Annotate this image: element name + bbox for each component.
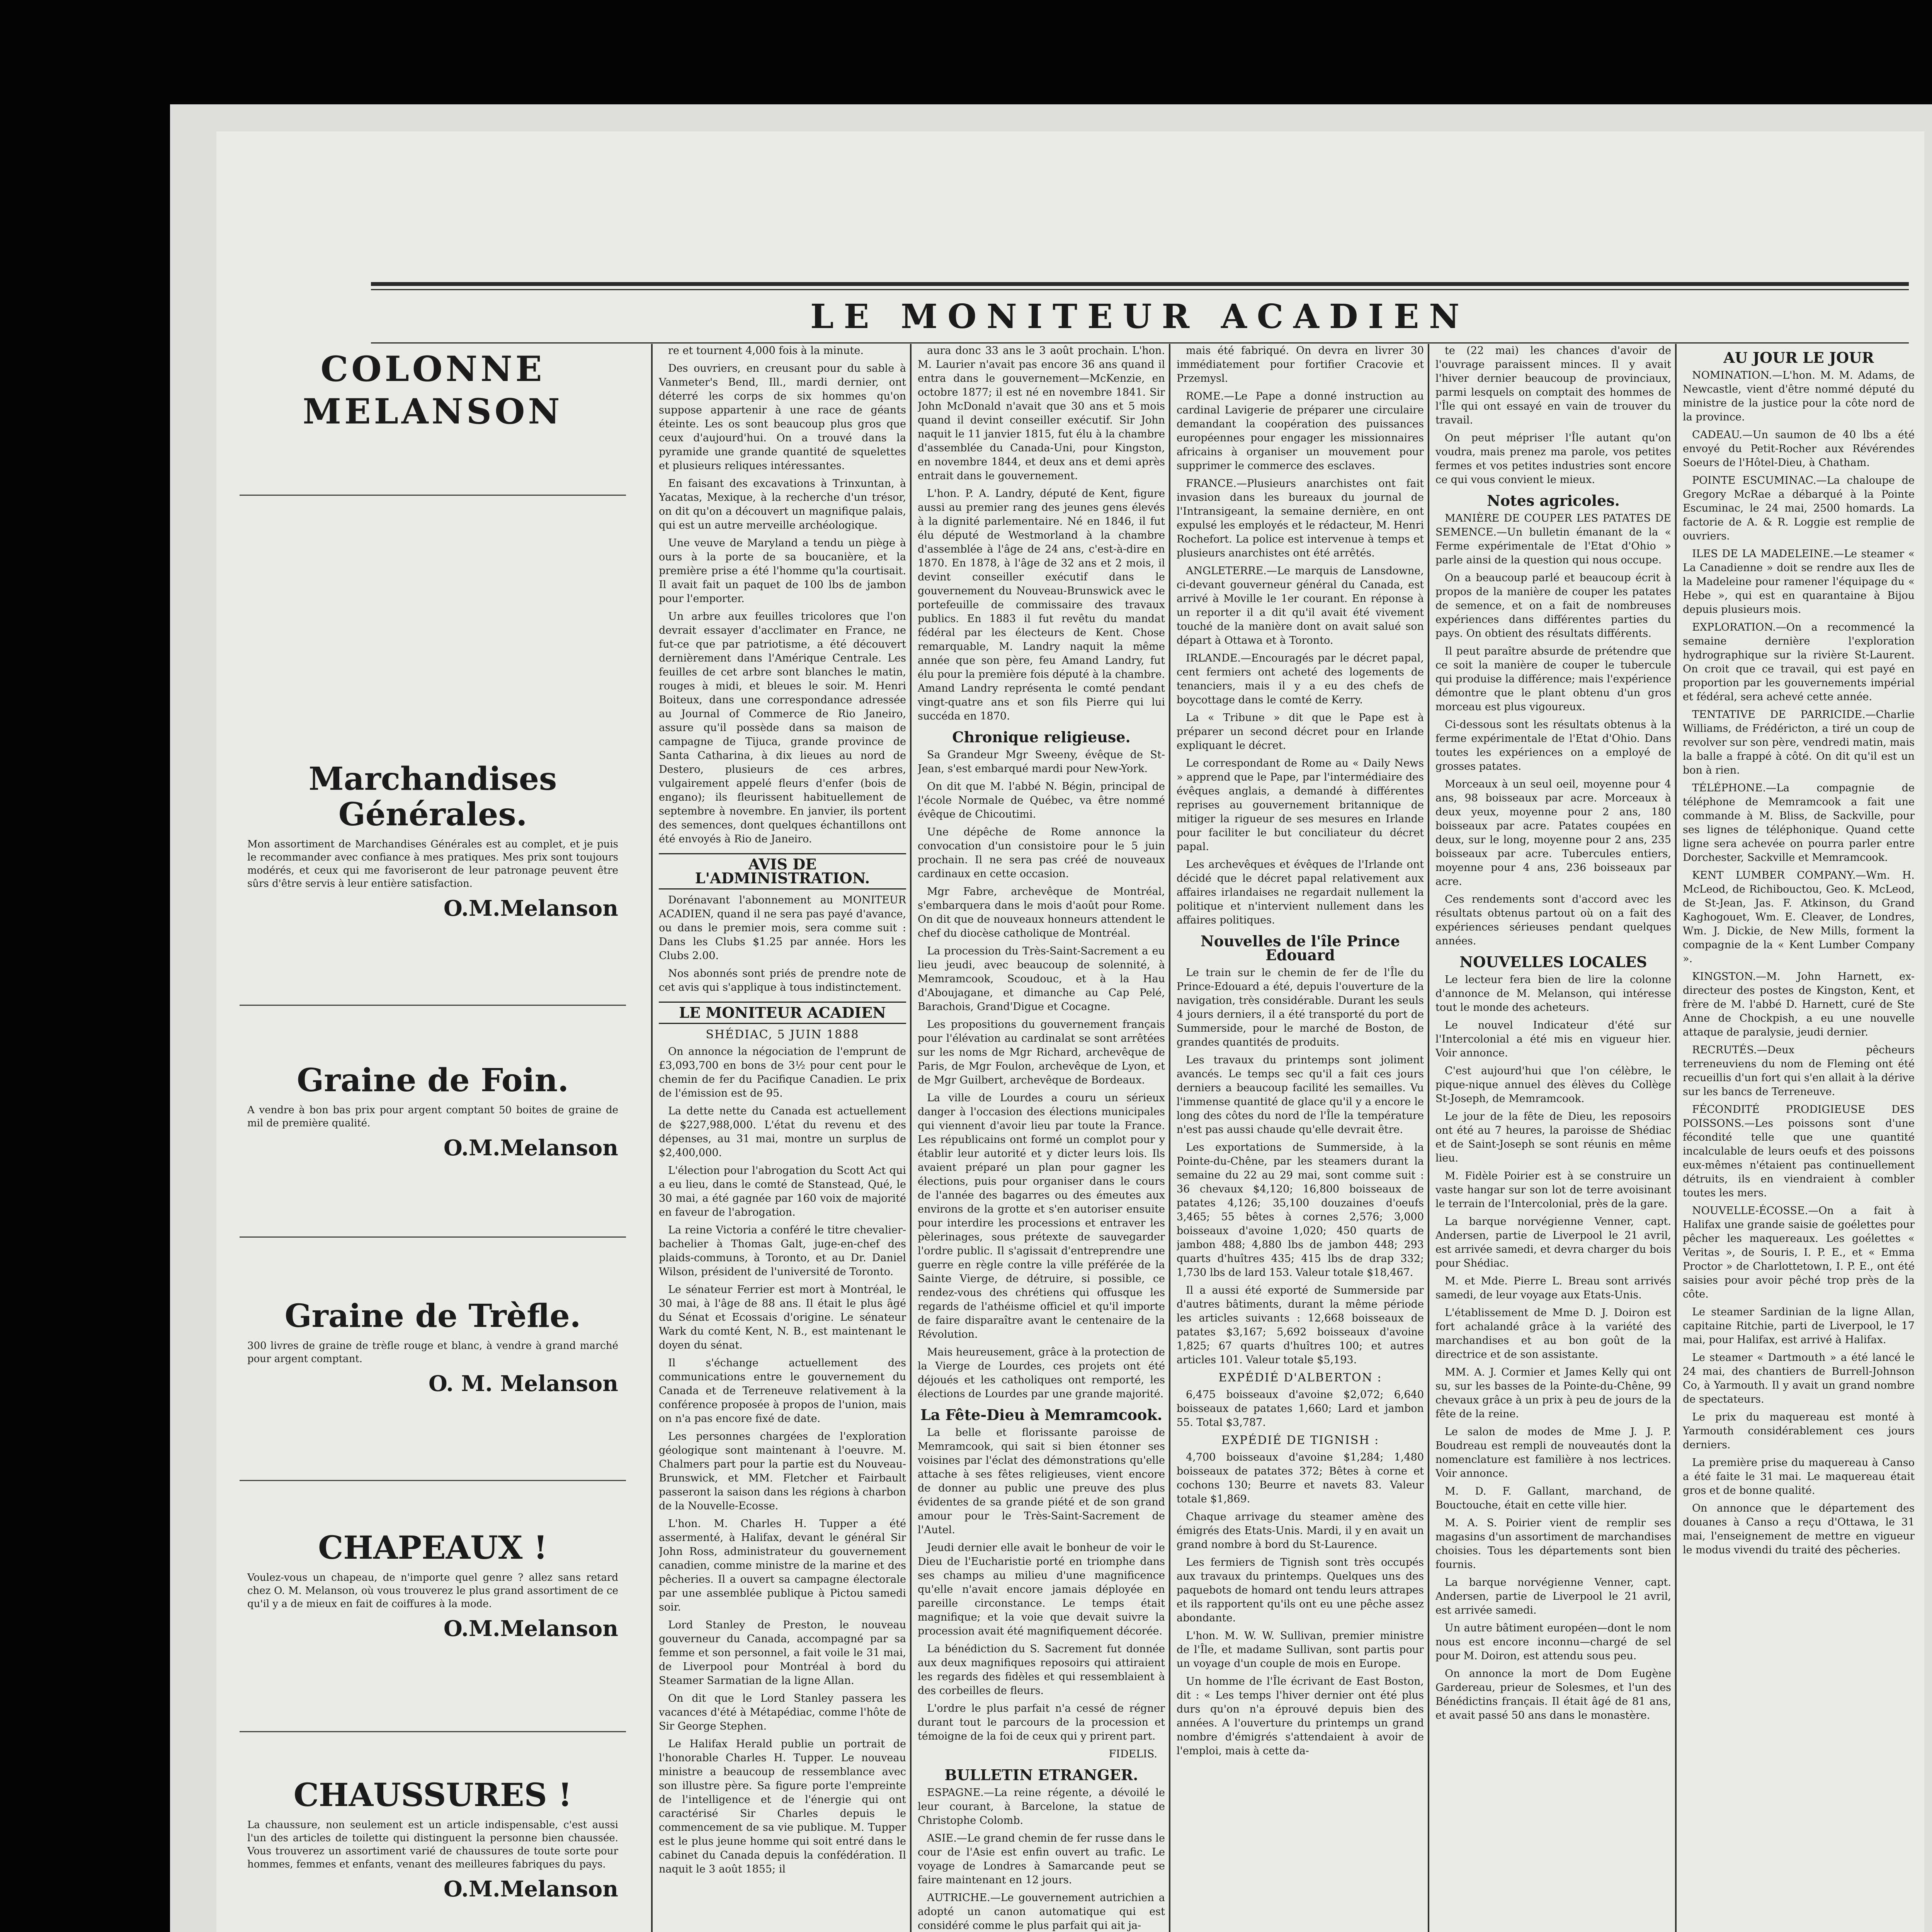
article-subheading: SHÉDIAC, 5 JUIN 1888 — [706, 1028, 859, 1041]
ad-graine-trefle — [232, 1298, 634, 1396]
article-paragraph: M. A. S. Poirier vient de remplir ses magasins d'un assortiment de marchandises choisies. Tous les départements sont bien fournis. — [1435, 1517, 1671, 1571]
article-paragraph: POINTE ESCUMINAC.—La chaloupe de Gregory McRae a débarqué à la Pointe Escuminac, le 24 mai, 2500 homards. La factorie de A. & R. Loggie est remplie de ouvriers. — [1683, 474, 1915, 542]
article-paragraph: La belle et florissante paroisse de Memramcook, qui sait si bien étonner ses voisines par l'éclat des démonstrations qu'elle attache à ses fêtes religieuses, vient encore de donner au public une preuve des plus évidentes de sa grande piété et de son grand amour pour le Très-Saint-Sacrement de l'Autel. — [918, 1427, 1165, 1536]
article-paragraph: Jeudi dernier elle avait le bonheur de voir le Dieu de l'Eucharistie porté en triomphe dans ses champs au milieu d'une magnificence qu'elle n'avait encore jamais déployée en pareille circonstance. Le temps était magnifique; et la voie que devait suivre la procession avait été magnifiquement décorée. — [918, 1542, 1165, 1637]
article-heading: Nouvelles de l'île Prince Edouard — [1201, 932, 1400, 964]
article-paragraph: Le nouvel Indicateur d'été sur l'Intercolonial a été mis en vigueur hier. Voir annonce. — [1435, 1019, 1671, 1059]
article-paragraph: EXPLORATION.—On a recommencé la semaine dernière l'exploration hydrographique sur la rivière St-Laurent. On croit que ce travail, qui est payé en proportion par les gouvernements impérial et fédéral, sera achevé cette année. — [1683, 621, 1915, 703]
article-paragraph: La dette nette du Canada est actuellement de $227,988,000. L'état du revenu et des dépenses, au 31 mai, montre un surplus de $2,400,000. — [659, 1105, 906, 1159]
article-paragraph: La reine Victoria a conféré le titre chevalier-bachelier à Thomas Galt, juge-en-chef des plaids-communs, à Toronto, et au Dr. Daniel Wilson, président de l'université de Toronto. — [659, 1224, 906, 1278]
article-paragraph: TENTATIVE DE PARRICIDE.—Charlie Williams, de Frédéricton, a tiré un coup de revolver sur son père, vendredi matin, mais la balle a frappé à côté. On dit qu'il est un bon à rien. — [1683, 709, 1915, 776]
article-paragraph: Mais heureusement, grâce à la protection de la Vierge de Lourdes, ces projets ont été déjoués et les catholiques ont remporté, les élections de Lourdes par une grande majorité. — [918, 1346, 1165, 1400]
article-paragraph: M. Fidèle Poirier est à se construire un vaste hangar sur son lot de terre avoisinant le terrain de l'Intercolonial, près de la gare. — [1435, 1170, 1671, 1210]
ad-divider — [240, 1731, 626, 1732]
article-paragraph: On a beaucoup parlé et beaucoup écrit à propos de la manière de couper les patates de semence, et on a fait de nombreuses expériences dans différentes parties du pays. On obtient des résultats différents. — [1435, 572, 1671, 639]
masthead-rule-top — [371, 282, 1909, 286]
article-paragraph: IRLANDE.—Encouragés par le décret papal, cent fermiers ont acheté des logements de tenanciers, mais il y a eu des chefs de boycottage dans le comté de Kerry. — [1177, 652, 1424, 706]
article-paragraph: On annonce la négociation de l'emprunt de £3,093,700 en bons de 3½ pour cent pour le chemin de fer du Pacifique Canadien. Le prix de l'émission est de 95. — [659, 1046, 906, 1099]
article-paragraph: Mgr Fabre, archevêque de Montréal, s'embarquera dans le mois d'août pour Rome. On dit que de nouveaux honneurs attendent le chef du diocèse catholique de Montréal. — [918, 886, 1165, 939]
article-paragraph: Ces rendements sont d'accord avec les résultats obtenus partout où on a fait des expériences sérieuses pendant quelques années. — [1435, 893, 1671, 947]
article-heading: La Fête-Dieu à Memramcook. — [920, 1406, 1163, 1423]
ad-chapeaux — [232, 1530, 634, 1641]
article-paragraph: Un autre bâtiment européen—dont le nom nous est encore inconnu—chargé de sel pour M. Doiron, est attendu sous peu. — [1435, 1622, 1671, 1662]
article-paragraph: Les archevêques et évêques de l'Irlande ont décidé que le décret papal relativement aux affaires irlandaises ne regardait nullement la politique et n'intervient nullement dans les affaires politiques. — [1177, 859, 1424, 926]
article-paragraph: En faisant des excavations à Trinxuntan, à Yacatas, Mexique, à la recherche d'un trésor, on dit qu'on a découvert un magnifique palais, qui est un autre merveille archéologique. — [659, 478, 906, 531]
article-paragraph: Le sénateur Ferrier est mort à Montréal, le 30 mai, à l'âge de 88 ans. Il était le plus âgé du Sénat et Ecossais d'origine. Le sénateur Wark du comté Kent, N. B., est maintenant le doyen du sénat. — [659, 1284, 906, 1351]
article-paragraph: aura donc 33 ans le 3 août prochain. L'hon. M. Laurier n'avait pas encore 36 ans quand il entra dans le gouvernement—McKenzie, en octobre 1877; il est né en novembre 1841. Sir John McDonald n'avait que 30 ans et 5 mois quand il devint conseiller exécutif. Sir John naquit le 11 janvier 1815, fut élu à la chambre d'assemblée du Canada-Uni, pour Kingston, en novembre 1844, et deux ans et demi après entrait dans le gouvernement. — [918, 345, 1165, 482]
article-paragraph: mais été fabriqué. On devra en livrer 30 immédiatement pour fortifier Cracovie et Przemysl. — [1177, 345, 1424, 384]
ad-title: Graine de Trèfle. — [284, 1298, 581, 1335]
article-paragraph: Le steamer Sardinian de la ligne Allan, capitaine Ritchie, parti de Liverpool, le 17 mai, pour Halifax, est arrivé à Halifax. — [1683, 1306, 1915, 1346]
article-paragraph: NOUVELLE-ÉCOSSE.—On a fait à Halifax une grande saisie de goélettes pour pêcher les maquereaux. Les goélettes « Veritas », de Souris, I. P. E., et « Emma Proctor » de Charlottetown, I. P. E., ont été saisies pour avoir pêché trop près de la côte. — [1683, 1205, 1915, 1300]
article-paragraph: La barque norvégienne Venner, capt. Andersen, partie de Liverpool le 21 avril, est arrivée samedi. — [1435, 1577, 1671, 1616]
ad-body: La chaussure, non seulement est un article indispensable, c'est aussi l'un des articles de toilette qui distinguent la personne bien chaussée. Vous trouverez un assortiment varié de chaussures de toute sorte pour hommes, femmes et enfants, venant des meilleures fabriques du pays. — [247, 1819, 618, 1870]
article-paragraph: La ville de Lourdes a couru un sérieux danger à l'occasion des élections municipales qui viennent d'avoir lieu par toute la France. Les républicains ont formé un complot pour y établir leur autorité et y dicter leurs lois. Ils avaient préparé un plan pour gagner les élections, puis pour organiser dans le cours de l'année des bagarres ou des émeutes aux environs de la grotte et s'en autoriser ensuite pour interdire les processions et entraver les pèlerinages, sous prétexte de sauvegarder l'ordre public. Il s'agissait d'entreprendre une guerre en règle contre la ville préférée de la Sainte Vierge, de détruire, si possible, ce rendez-vous des chrétiens qui offusque les regards de l'athéisme officiel et qu'il importe de faire disparaître avant le centenaire de la Révolution. — [918, 1092, 1165, 1340]
article-paragraph: RECRUTÉS.—Deux pêcheurs terreneuviens du nom de Fleming ont été recueillis d'un fort qui s'en allait à la dérive sur les bancs de Terreneuve. — [1683, 1044, 1915, 1098]
article-paragraph: Un homme de l'Île écrivant de East Boston, dit : « Les temps l'hiver dernier ont été plus durs qu'on n'a éprouvé depuis bien des années. A l'ouverture du printemps un grand nombre d'émigrés s'attendaient à avoir de l'emploi, mais à cette da- — [1177, 1675, 1424, 1757]
ad-colonne-melanson-top — [232, 348, 634, 433]
article-paragraph: La « Tribune » dit que le Pape est à préparer un second décret pour en Irlande expliquant le décret. — [1177, 712, 1424, 752]
column-6 — [1683, 344, 1915, 1932]
article-paragraph: ILES DE LA MADELEINE.—Le steamer « La Canadienne » doit se rendre aux Iles de la Madeleine pour ramener l'équipage du « Hebe », qui est en quarantaine à Bijou depuis plusieurs mois. — [1683, 548, 1915, 616]
article-paragraph: La bénédiction du S. Sacrement fut donnée aux deux magnifiques reposoirs qui attiraient les regards des fidèles et qui ressemblaient à des corbeilles de fleurs. — [918, 1643, 1165, 1697]
article-heading: LE MONITEUR ACADIEN — [659, 1002, 906, 1024]
article-paragraph: Lord Stanley de Preston, le nouveau gouverneur du Canada, accompagné par sa femme et son personnel, a fait voile le 31 mai, de Liverpool pour Montréal à bord du Steamer Sarmatian de la ligne Allan. — [659, 1619, 906, 1687]
article-paragraph: Chaque arrivage du steamer amène des émigrés des Etats-Unis. Mardi, il y en avait un grand nombre à bord du St-Laurence. — [1177, 1511, 1424, 1551]
article-paragraph: ASIE.—Le grand chemin de fer russe dans le cour de l'Asie est enfin ouvert au trafic. Le voyage de Londres à Samarcande peut se faire maintenant en 12 jours. — [918, 1832, 1165, 1886]
ad-title: Marchandises Générales. — [308, 760, 557, 833]
article-paragraph: Il s'échange actuellement des communications entre le gouvernement du Canada et de Terreneuve relativement à la conférence proposée à propos de l'union, mais on n'a pas encore fixé de date. — [659, 1357, 906, 1425]
article-paragraph: MANIÈRE DE COUPER LES PATATES DE SEMENCE.—Un bulletin émanant de la « Ferme expérimentale de l'Etat d'Ohio » parle ainsi de la question qui nous occupe. — [1435, 512, 1671, 566]
article-paragraph: KINGSTON.—M. John Harnett, ex-directeur des postes de Kingston, Kent, et frère de M. l'abbé D. Harnett, curé de Ste Anne de Chockpish, a eu une nouvelle attaque de paralysie, jeudi dernier. — [1683, 971, 1915, 1038]
article-paragraph: KENT LUMBER COMPANY.—Wm. H. McLeod, de Richibouctou, Geo. K. McLeod, de St-Jean, Jas. F. Atkinson, du Grand Kaghogouet, Wm. E. Cleaver, de Londres, Wm. J. Dickie, de New Mills, forment la compagnie de la « Kent Lumber Company ». — [1683, 869, 1915, 965]
article-paragraph: Le jour de la fête de Dieu, les reposoirs ont été au 7 heures, la paroisse de Shédiac et de Saint-Joseph se sont réunis en même lieu. — [1435, 1111, 1671, 1164]
article-paragraph: M. D. F. Gallant, marchand, de Bouctouche, était en cette ville hier. — [1435, 1485, 1671, 1511]
article-paragraph: Le Halifax Herald publie un portrait de l'honorable Charles H. Tupper. Le nouveau ministre a beaucoup de ressemblance avec son illustre père. Sa figure porte l'empreinte de l'intelligence et de l'énergie qui ont caractérisé Sir Charles depuis le commencement de sa vie publique. M. Tupper est le plus jeune homme qui soit entré dans le cabinet du Canada depuis la confédération. Il naquit le 3 août 1855; il — [659, 1738, 906, 1875]
article-signature: FIDELIS. — [1109, 1748, 1157, 1760]
column-5 — [1435, 344, 1671, 1932]
article-paragraph: Le lecteur fera bien de lire la colonne d'annonce de M. Melanson, qui intéresse tout le monde des acheteurs. — [1435, 974, 1671, 1014]
article-paragraph: Les fermiers de Tignish sont très occupés aux travaux du printemps. Quelques uns des paquebots de homard ont tendu leurs attrapes et ils rapportent qu'ils ont eu une pêche assez abondante. — [1177, 1556, 1424, 1624]
column-4 — [1177, 344, 1424, 1932]
ad-title: CHAPEAUX ! — [318, 1529, 548, 1566]
column-rule — [1675, 344, 1677, 1932]
article-paragraph: Une dépêche de Rome annonce la convocation d'un consistoire pour le 5 juin prochain. Il ne sera pas créé de nouveaux cardinaux en cette occasion. — [918, 826, 1165, 880]
article-paragraph: L'hon. P. A. Landry, député de Kent, figure aussi au premier rang des jeunes gens élevés à la dignité parlementaire. Né en 1846, il fut élu député de Westmorland à la chambre d'assemblée à l'âge de 24 ans, c'est-à-dire en 1870. En 1878, à l'âge de 32 ans et 2 mois, il devint conseiller exécutif dans le gouvernement du Nouveau-Brunswick avec le portefeuille de commissaire des travaux publics. En 1883 il fut revêtu du mandat fédéral par les électeurs de Kent. Chose remarquable, M. Landry naquit la même année que son père, feu Amand Landry, fut élu pour la première fois député à la chambre. Amand Landry représenta le comté pendant vingt-quatre ans et son fils Pierre qui lui succéda en 1870. — [918, 488, 1165, 722]
article-heading: AU JOUR LE JOUR — [1723, 349, 1874, 366]
article-paragraph: Le steamer « Dartmouth » a été lancé le 24 mai, des chantiers de Burrell-Johnson Co, à Yarmouth. Il y avait un grand nombre de spectateurs. — [1683, 1352, 1915, 1405]
article-paragraph: On annonce que le département des douanes à Canso a reçu d'Ottawa, le 31 mai, l'enseignement de mettre en vigueur le modus vivendi du traité des pêcheries. — [1683, 1502, 1915, 1556]
article-paragraph: Les travaux du printemps sont joliment avancés. Le temps sec qu'il a fait ces jours derniers a beaucoup facilité les semailles. Vu l'immense quantité de glace qu'il y a encore le long des côtes du nord de l'Île la température n'est pas aussi chaude qu'elle devrait être. — [1177, 1054, 1424, 1136]
ad-divider — [240, 1480, 626, 1481]
article-heading: Notes agricoles. — [1487, 492, 1620, 509]
masthead-title: LE MONITEUR ACADIEN — [810, 297, 1469, 336]
article-paragraph: Il a aussi été exporté de Summerside par d'autres bâtiments, durant la même période les articles suivants : 12,668 boisseaux de patates $3,167; 5,692 boisseaux d'avoine 1,825; 67 quarts d'huîtres 100; et autres articles 101. Valeur totale $5,193. — [1177, 1284, 1424, 1366]
article-paragraph: L'hon. M. Charles H. Tupper a été assermenté, à Halifax, devant le général Sir John Ross, administrateur du gouvernement canadien, comme ministre de la marine et des pêcheries. Il a ouvert sa campagne électorale par une assemblée publique à Pictou samedi soir. — [659, 1518, 906, 1613]
article-paragraph: L'hon. M. W. W. Sullivan, premier ministre de l'Île, et madame Sullivan, sont partis pour un voyage d'un couple de mois en Europe. — [1177, 1630, 1424, 1670]
ad-signature: O.M.Melanson — [444, 1876, 618, 1902]
masthead-rule-bottom — [371, 342, 1909, 344]
article-paragraph: Sa Grandeur Mgr Sweeny, évêque de St-Jean, s'est embarqué mardi pour New-York. — [918, 749, 1165, 775]
article-paragraph: La barque norvégienne Venner, capt. Andersen, partie de Liverpool le 21 avril, est arrivée samedi, et devra charger du bois pour Shédiac. — [1435, 1216, 1671, 1269]
article-paragraph: CADEAU.—Un saumon de 40 lbs a été envoyé du Petit-Rocher aux Révérendes Soeurs de l'Hôtel-Dieu, à Chatham. — [1683, 429, 1915, 469]
ad-body: 300 livres de graine de trèfle rouge et blanc, à vendre à grand marché pour argent comptant. — [247, 1340, 618, 1365]
article-paragraph: L'élection pour l'abrogation du Scott Act qui a eu lieu, dans le comté de Stanstead, Qué, le 30 mai, a été gagnée par 160 voix de majorité en faveur de l'abrogation. — [659, 1165, 906, 1218]
article-paragraph: On annonce la mort de Dom Eugène Gardereau, prieur de Solesmes, et l'un des Bénédictins français. Il était âgé de 81 ans, et avait passé 50 ans dans le monastère. — [1435, 1668, 1671, 1721]
article-paragraph: M. et Mde. Pierre L. Breau sont arrivés samedi, de leur voyage aux Etats-Unis. — [1435, 1275, 1671, 1301]
masthead-rule-thin — [371, 289, 1909, 290]
article-paragraph: AUTRICHE.—Le gouvernement autrichien a adopté un canon automatique qui est considéré comme le plus parfait qui ait ja- — [918, 1892, 1165, 1932]
ad-body: A vendre à bon bas prix pour argent comptant 50 boites de graine de mil de première qualité. — [247, 1104, 618, 1129]
column-rule — [1169, 344, 1170, 1932]
article-paragraph: Les personnes chargées de l'exploration géologique sont maintenant à l'oeuvre. M. Chalmers part pour la partie est du Nouveau-Brunswick, et MM. Fletcher et Fairbault passeront la saison dans les régions à charbon de la Nouvelle-Ecosse. — [659, 1430, 906, 1512]
article-paragraph: Nos abonnés sont priés de prendre note de cet avis qui s'applique à tous indistinctement. — [659, 968, 906, 993]
article-paragraph: 4,700 boisseaux d'avoine $1,284; 1,480 boisseaux de patates 372; Bêtes à corne et cochons 130; Beurre et navets 83. Valeur totale $1,869. — [1177, 1451, 1424, 1505]
article-paragraph: te (22 mai) les chances d'avoir de l'ouvrage paraissent minces. Il y avait l'hiver dernier beaucoup de provinciaux, parmi lesquels on comptait des hommes de l'Île qui ont essayé en vain de trouver du travail. — [1435, 345, 1671, 426]
article-paragraph: FRANCE.—Plusieurs anarchistes ont fait invasion dans les bureaux du journal de l'Intransigeant, la semaine dernière, en ont expulsé les employés et le rédacteur, M. Henri Rochefort. La police est intervenue à temps et plusieurs anarchistes ont été arrêtés. — [1177, 478, 1424, 559]
article-paragraph: Il peut paraître absurde de prétendre que ce soit la manière de couper le tubercule qui produise la différence; mais l'expérience démontre que le plant obtenu d'un gros morceau est plus vigoureux. — [1435, 645, 1671, 713]
article-paragraph: ESPAGNE.—La reine régente, a dévoilé le leur courant, à Barcelone, la statue de Christophe Colomb. — [918, 1787, 1165, 1827]
column-3 — [918, 344, 1165, 1932]
ad-divider — [240, 1005, 626, 1006]
article-paragraph: FÉCONDITÉ PRODIGIEUSE DES POISSONS.—Les poissons sont d'une fécondité telle que une quantité incalculable de leurs oeufs et des poissons eux-mêmes n'étaient pas continuellement détruits, ils en viendraient à combler toutes les mers. — [1683, 1104, 1915, 1199]
article-subheading: EXPÉDIÉ DE TIGNISH : — [1221, 1434, 1379, 1447]
ad-marchandises — [232, 761, 634, 921]
article-paragraph: Dorénavant l'abonnement au MONITEUR ACADIEN, quand il ne sera pas payé d'avance, ou dans le premier mois, sera comme suit : Dans les Clubs $1.25 par année. Hors les Clubs 2.00. — [659, 894, 906, 962]
article-paragraph: Le prix du maquereau est monté à Yarmouth considérablement ces jours derniers. — [1683, 1411, 1915, 1451]
article-paragraph: La procession du Très-Saint-Sacrement a eu lieu jeudi, avec beaucoup de solennité, à Memramcook, Scoudouc, et à la Hau d'Aboujagane, et dimanche au Cap Pelé, Barachois, Grand'Digue et Cocagne. — [918, 945, 1165, 1013]
article-paragraph: TÉLÉPHONE.—La compagnie de téléphone de Memramcook a fait une commande à M. Bliss, de Sackville, pour ses lignes de téléphonique. Quand cette ligne sera achevée on pourra parler entre Dorchester, Sackville et Memramcook. — [1683, 782, 1915, 864]
column-rule — [1428, 344, 1429, 1932]
ad-signature: O.M.Melanson — [444, 1616, 618, 1641]
column-rule — [651, 344, 653, 1932]
article-paragraph: L'ordre le plus parfait n'a cessé de régner durant tout le parcours de la procession et témoigne de la foi de ceux qui y prirent part. — [918, 1702, 1165, 1742]
column-rule — [910, 344, 912, 1932]
ad-graine-foin — [232, 1063, 634, 1161]
article-paragraph: NOMINATION.—L'hon. M. M. Adams, de Newcastle, vient d'être nommé député du ministre de la justice pour la côte nord de la province. — [1683, 369, 1915, 423]
article-paragraph: On dit que M. l'abbé N. Bégin, principal de l'école Normale de Québec, va être nommé évêque de Chicoutimi. — [918, 781, 1165, 820]
article-paragraph: Le correspondant de Rome au « Daily News » apprend que le Pape, par l'intermédiaire des évêques anglais, a demandé à différentes reprises au gouvernement britannique de mitiger la rigueur de ses mesures en Irlande pour faciliter le but conciliateur du décret papal. — [1177, 757, 1424, 853]
column-2 — [659, 344, 906, 1932]
ad-body: Mon assortiment de Marchandises Générales est au complet, et je puis le recommander avec confiance à mes pratiques. Mes prix sont toujours modérés, et ceux qui me favoriseront de leur patronage peuvent être sûrs d'être servis à leur entière satisfaction. — [247, 838, 618, 889]
ad-title: CHAUSSURES ! — [293, 1777, 572, 1814]
article-paragraph: ANGLETERRE.—Le marquis de Lansdowne, ci-devant gouverneur général du Canada, est arrivé à Moville le 1er courant. En réponse à un reporter il a dit qu'il avait été vivement touché de la manière dont on avait salué son départ à Ottawa et à Toronto. — [1177, 565, 1424, 646]
article-paragraph: Une veuve de Maryland a tendu un piège à ours à la porte de sa boucanière, et la première prise a été l'homme qu'la courtisait. Il avait fait un paquet de 100 lbs de jambon pour l'emporter. — [659, 537, 906, 605]
article-paragraph: Morceaux à un seul oeil, moyenne pour 4 ans, 98 boisseaux par acre. Morceaux à deux yeux, moyenne pour 2 ans, 180 boisseaux par acre. Patates coupées en deux, sur le long, moyenne pour 2 ans, 235 boisseaux par acre. Tubercules entiers, moyenne pour 4 ans, 236 boisseaux par acre. — [1435, 778, 1671, 888]
advert-column — [216, 348, 649, 1932]
article-paragraph: Les propositions du gouvernement français pour l'élévation au cardinalat se sont arrêtées sur les noms de Mgr Richard, archevêque de Paris, de Mgr Foulon, archevêque de Lyon, et de Mgr Guilbert, archevêque de Bordeaux. — [918, 1019, 1165, 1086]
article-paragraph: La première prise du maquereau à Canso a été faite le 31 mai. Le maquereau était gros et de bonne qualité. — [1683, 1457, 1915, 1497]
article-subheading: EXPÉDIÉ D'ALBERTON : — [1218, 1371, 1382, 1384]
article-paragraph: Des ouvriers, en creusant pour du sable à Vanmeter's Bend, Ill., mardi dernier, ont déterré les corps de six hommes qu'on suppose appartenir à une race de géants éteinte. Les os sont beaucoup plus gros que ceux d'aujourd'hui. On a trouvé dans la pyramide une grande quantité de squelettes et plusieurs reliques intéressantes. — [659, 362, 906, 472]
article-heading: AVIS DE L'ADMINISTRATION. — [659, 853, 906, 889]
ad-chaussures — [232, 1777, 634, 1902]
article-heading: Chronique religieuse. — [952, 728, 1131, 746]
ad-title: COLONNE MELANSON — [303, 349, 563, 432]
article-heading: BULLETIN ETRANGER. — [944, 1766, 1138, 1784]
article-paragraph: Ci-dessous sont les résultats obtenus à la ferme expérimentale de l'Etat d'Ohio. Dans toutes les expériences on a employé de grosses patates. — [1435, 719, 1671, 772]
article-paragraph: Les exportations de Summerside, à la Pointe-du-Chêne, par les steamers durant la semaine du 22 au 29 mai, sont comme suit : 36 chevaux $4,120; 16,800 boisseaux de patates 4,126; 35,100 douzaines d'oeufs 3,465; 55 bêtes à cornes 2,576; 3,000 boisseaux d'avoine 1,020; 450 quarts de jambon 488; 4,880 lbs de jambon 448; 293 quarts d'huîtres 435; 415 lbs de drap 332; 1,730 lbs de lard 153. Valeur totale $18,467. — [1177, 1141, 1424, 1279]
ad-signature: O.M.Melanson — [444, 1135, 618, 1161]
ad-body: Voulez-vous un chapeau, de n'importe quel genre ? allez sans retard chez O. M. Melanson, où vous trouverez le plus grand assortiment de ce qu'il y a de mieux en fait de coiffures à la mode. — [247, 1572, 618, 1610]
article-paragraph: C'est aujourd'hui que l'on célèbre, le pique-nique annuel des élèves du Collège St-Joseph, de Memramcook. — [1435, 1065, 1671, 1105]
article-paragraph: Un arbre aux feuilles tricolores que l'on devrait essayer d'acclimater en France, ne fut-ce que par patriotisme, a été découvert dernièrement dans l'Amérique Centrale. Les feuilles de cet arbre sont blanches le matin, rouges à midi, et bleues le soir. M. Henri Boiteux, dans une correspondance adressée au Journal of Commerce de Rio Janeiro, assure qu'il possède dans sa maison de campagne de Tijuca, grande province de Santa Catharina, à dix lieues au nord de Destero, plusieurs de ces arbres, vulgairement appelé fleurs d'enfer (bois de engano); ils fleurissent habituellement de septembre à novembre. En janvier, ils portent des semences, dont quelques échantillons ont été envoyés à Rio de Janeiro. — [659, 611, 906, 845]
article-paragraph: L'établissement de Mme D. J. Doiron est fort achalandé grâce à la variété des marchandises et au bon goût de la directrice et de son assistante. — [1435, 1307, 1671, 1361]
ad-title: Graine de Foin. — [297, 1062, 569, 1099]
newspaper-page — [216, 131, 1924, 1932]
ad-signature: O. M. Melanson — [429, 1371, 618, 1396]
article-paragraph: On peut mépriser l'Île autant qu'on voudra, mais prenez ma parole, vos petites fermes et vos petites industries sont encore ce qui vous convient le mieux. — [1435, 432, 1671, 486]
article-paragraph: re et tournent 4,000 fois à la minute. — [668, 345, 864, 357]
article-heading: NOUVELLES LOCALES — [1459, 953, 1647, 971]
article-paragraph: On dit que le Lord Stanley passera les vacances d'été à Métapédiac, comme l'hôte de Sir George Stephen. — [659, 1692, 906, 1732]
masthead — [371, 282, 1909, 347]
ad-divider — [240, 495, 626, 496]
article-paragraph: ROME.—Le Pape a donné instruction au cardinal Lavigerie de préparer une circulaire demandant la coopération des puissances européennes pour engager les missionnaires africains à organiser un mouvement pour supprimer le commerce des esclaves. — [1177, 390, 1424, 472]
ad-signature: O.M.Melanson — [444, 896, 618, 921]
article-paragraph: Le salon de modes de Mme J. J. P. Boudreau est rempli de nouveautés dont la nomenclature est familière à nos lectrices. Voir annonce. — [1435, 1426, 1671, 1480]
article-paragraph: 6,475 boisseaux d'avoine $2,072; 6,640 boisseaux de patates 1,660; Lard et jambon 55. Total $3,787. — [1177, 1389, 1424, 1429]
article-paragraph: Le train sur le chemin de fer de l'Île du Prince-Edouard a été, depuis l'ouverture de la navigation, très considérable. Durant les seuls 4 jours derniers, il a été transporté du port de Summerside, pour le marché de Boston, de grandes quantités de produits. — [1177, 967, 1424, 1048]
article-paragraph: MM. A. J. Cormier et James Kelly qui ont su, sur les basses de la Pointe-du-Chêne, 99 chevaux grâce à un prix à peu de jours de la fête de la reine. — [1435, 1366, 1671, 1420]
ad-divider — [240, 1236, 626, 1238]
